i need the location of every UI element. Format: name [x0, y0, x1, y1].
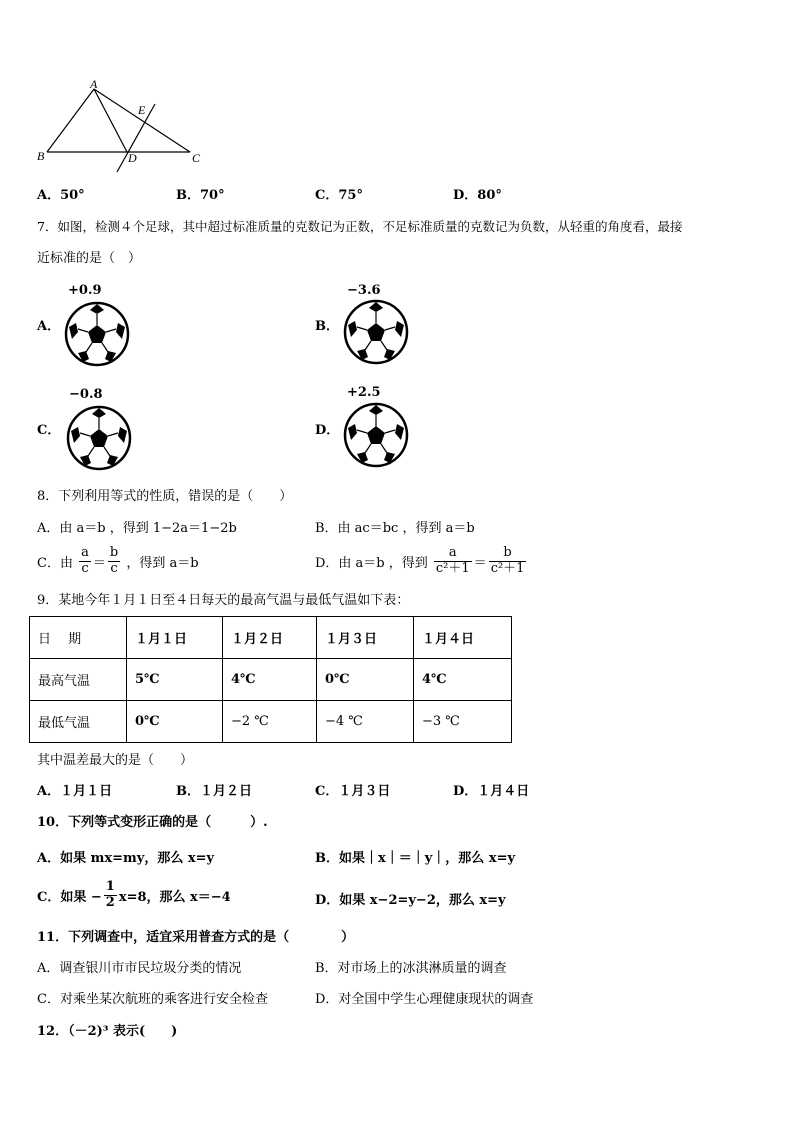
numerator: a [434, 546, 472, 562]
q11-option-a[interactable]: A．调查银川市市民垃圾分类的情况 [37, 961, 242, 976]
table-cell: １月３日 [317, 617, 414, 659]
q9-option-c[interactable]: C．１月３日 [315, 784, 391, 799]
label-d: D [128, 151, 137, 165]
numerator: b [109, 545, 119, 560]
equals-sign: ＝ [92, 555, 106, 571]
fraction [434, 546, 472, 577]
q11-option-c[interactable]: C．对乘坐某次航班的乘客进行安全检查 [37, 992, 268, 1007]
fraction [79, 546, 91, 577]
q8-option-a[interactable]: A．由 a＝b ，得到 1−2a＝1−2b [37, 521, 237, 536]
table-cell: １月４日 [414, 617, 512, 659]
q7-value-c: −0.8 [69, 387, 103, 402]
q9-option-d[interactable]: D．１月４日 [453, 784, 530, 799]
q7-option-b[interactable]: B． [315, 319, 339, 334]
soccer-ball-icon [343, 402, 409, 468]
q10-option-c-suffix: x=8，那么 x＝−4 [118, 889, 231, 905]
q6-option-a[interactable]: A．50° [37, 188, 85, 203]
table-cell: 最高气温 [30, 659, 127, 701]
table-cell: −2 ℃ [223, 701, 317, 743]
fraction [104, 880, 117, 911]
equals-sign: ＝ [473, 555, 487, 571]
denominator: c [81, 560, 89, 576]
q9-stem: 9．某地今年１月１日至４日每天的最高气温与最低气温如下表： [37, 593, 410, 608]
denominator: 2 [105, 894, 115, 910]
q7-option-a[interactable]: A． [37, 319, 61, 334]
q10-stem: 10．下列等式变形正确的是（ ）. [37, 815, 268, 830]
table-cell: 最低气温 [30, 701, 127, 743]
table-cell: 4℃ [223, 659, 317, 701]
table-row [30, 617, 512, 659]
soccer-ball-icon [343, 299, 409, 365]
q7-value-b: −3.6 [347, 283, 381, 298]
label-b: B [37, 149, 45, 163]
label-a: A [90, 78, 98, 91]
denominator: c [110, 560, 118, 576]
q9-option-b[interactable]: B．１月２日 [176, 784, 252, 799]
q7-stem-line2: 近标准的是（ ） [37, 251, 142, 266]
q7-value-d: +2.5 [347, 385, 381, 400]
table-cell: 0℃ [317, 659, 414, 701]
table-cell: 0℃ [127, 701, 223, 743]
q7-stem-line1: 7．如图，检测４个足球，其中超过标准质量的克数记为正数，不足标准质量的克数记为负数，从轻重的角度看，最接 [37, 219, 683, 234]
triangle-figure [30, 78, 210, 178]
denominator: c²＋1 [435, 560, 470, 576]
q9-option-a[interactable]: A．１月１日 [37, 784, 113, 799]
table-row [30, 701, 512, 743]
q9-after-text: 其中温差最大的是（ ） [37, 753, 194, 768]
numerator: 1 [105, 879, 115, 894]
q11-stem: 11．下列调查中，适宜采用普查方式的是（ ） [37, 930, 355, 945]
table-cell: １月１日 [127, 617, 223, 659]
numerator: a [81, 545, 89, 560]
q10-option-a[interactable]: A．如果 mx=my，那么 x=y [37, 851, 215, 866]
q10-option-b[interactable]: B．如果｜x｜＝｜y｜，那么 x=y [315, 851, 516, 866]
q10-option-d[interactable]: D．如果 x−2=y−2，那么 x=y [315, 893, 506, 908]
table-cell: 4℃ [414, 659, 512, 701]
q8-option-d-prefix: D．由 a＝b ，得到 [315, 555, 428, 571]
denominator: c²＋1 [490, 560, 525, 576]
q8-stem: 8．下列利用等式的性质，错误的是（ ） [37, 489, 293, 504]
q10-option-c-prefix: C．如果 − [37, 889, 102, 905]
fraction [108, 546, 120, 577]
numerator: b [489, 546, 527, 562]
q11-option-b[interactable]: B．对市场上的冰淇淋质量的调查 [315, 961, 507, 976]
q6-option-c[interactable]: C．75° [315, 188, 363, 203]
q7-option-c[interactable]: C． [37, 423, 61, 438]
q7-option-d[interactable]: D． [315, 423, 340, 438]
q11-option-d[interactable]: D．对全国中学生心理健康现状的调查 [315, 992, 534, 1007]
table-row [30, 659, 512, 701]
q10-option-c[interactable] [37, 880, 231, 911]
q8-option-c[interactable] [37, 546, 199, 577]
label-c: C [192, 151, 201, 165]
fraction [489, 546, 527, 577]
q6-option-b[interactable]: B．70° [176, 188, 225, 203]
q8-option-d[interactable] [315, 546, 528, 577]
soccer-ball-icon [66, 405, 132, 471]
temperature-table [29, 616, 512, 743]
q12-stem: 12．（－2)³ 表示( ) [37, 1024, 178, 1039]
q6-option-d[interactable]: D．80° [453, 188, 502, 203]
table-cell: １月２日 [223, 617, 317, 659]
soccer-ball-icon [64, 301, 130, 367]
q8-option-c-suffix: ，得到 a＝b [126, 555, 199, 571]
q8-option-c-prefix: C．由 [37, 555, 73, 571]
q7-value-a: +0.9 [68, 283, 102, 298]
table-cell: 日 期 [30, 617, 127, 659]
table-cell: −3 ℃ [414, 701, 512, 743]
table-cell: −4 ℃ [317, 701, 414, 743]
table-cell: 5℃ [127, 659, 223, 701]
label-e: E [138, 103, 146, 117]
q8-option-b[interactable]: B．由 ac＝bc ，得到 a＝b [315, 521, 475, 536]
